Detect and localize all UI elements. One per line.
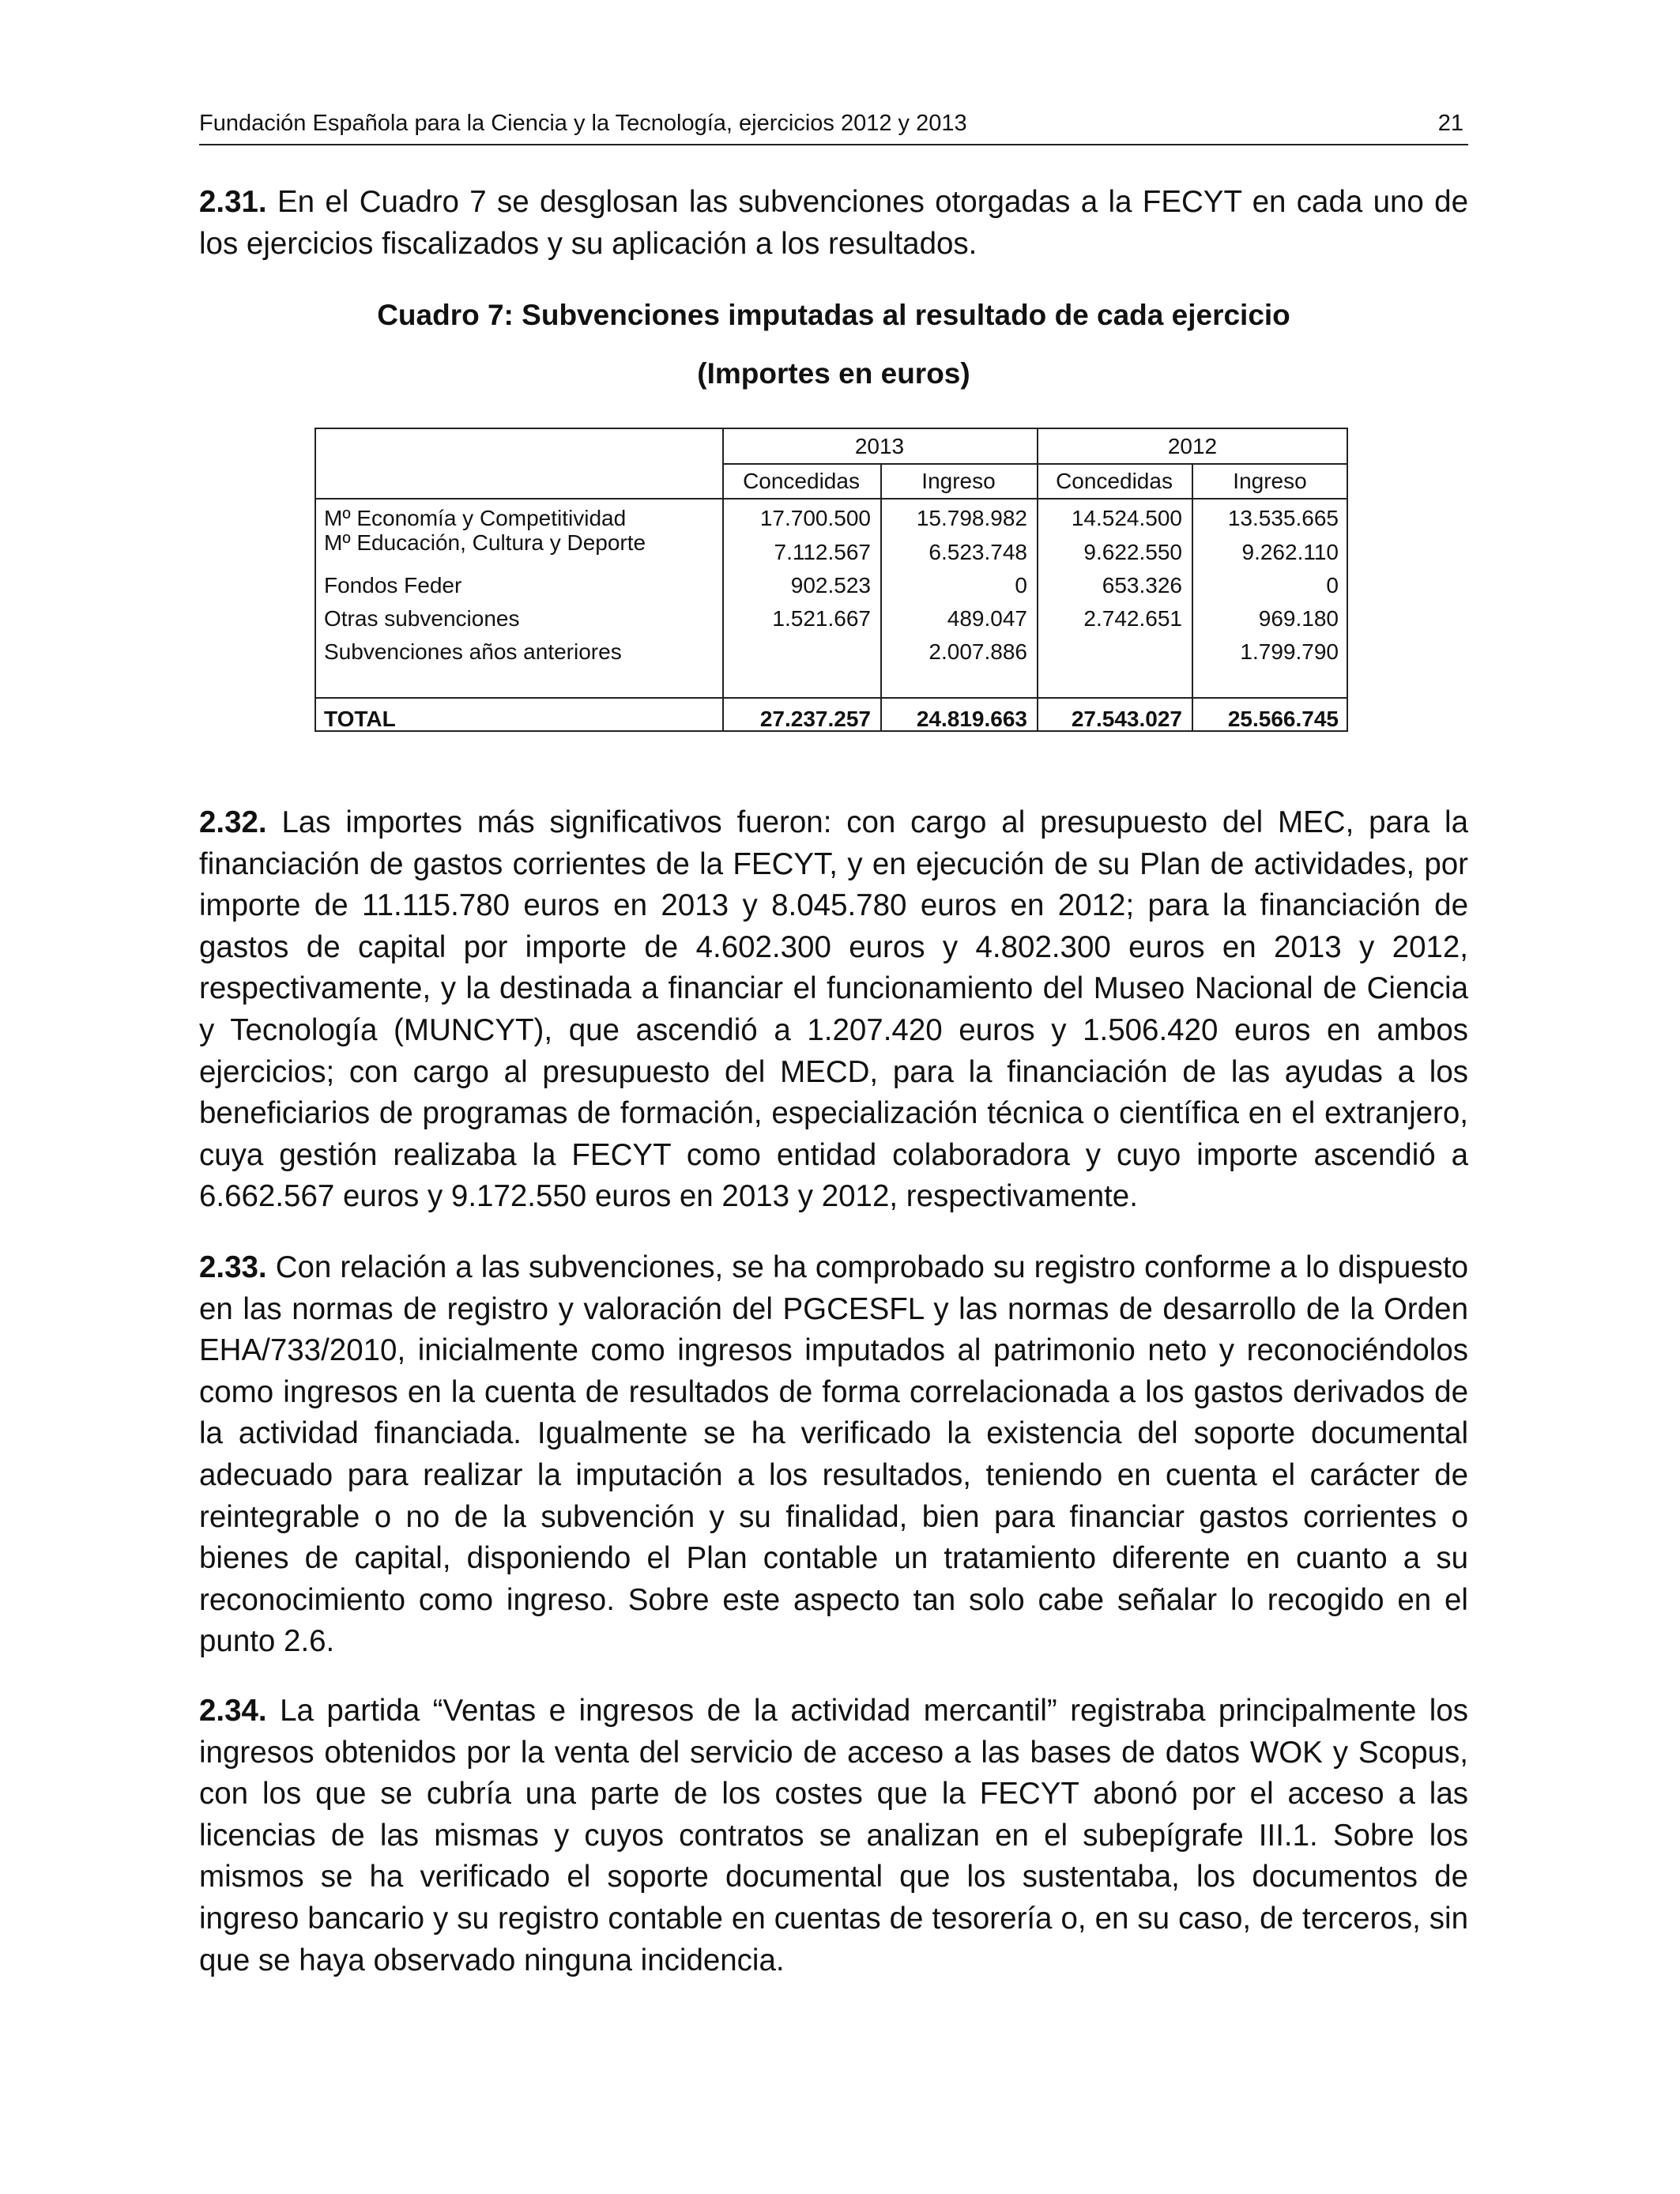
table-cell: 17.700.500: [759, 506, 871, 530]
paragraph-number: 2.33.: [199, 1250, 267, 1284]
table-cell: 13.535.665: [1227, 506, 1339, 530]
row-label: Otras subvenciones: [324, 606, 520, 631]
table-cell: 0: [1015, 573, 1027, 598]
table-cell: 0: [1326, 573, 1339, 598]
page-header: [199, 107, 1468, 145]
row-label: Fondos Feder: [324, 573, 462, 598]
paragraph-2-33: [199, 1247, 1468, 1663]
paragraph-number: 2.32.: [199, 805, 267, 839]
table-cell: 14.524.500: [1071, 506, 1182, 530]
column-header: Ingreso: [921, 469, 996, 493]
table-cell: 653.326: [1102, 573, 1182, 598]
table-cell: 1.521.667: [772, 606, 871, 631]
paragraph-2-34: [199, 1691, 1468, 1981]
paragraph-number: 2.34.: [199, 1694, 267, 1728]
row-divider: [722, 463, 1348, 465]
row-label: Mº Educación, Cultura y Deporte: [324, 530, 646, 555]
table-cell: 2.007.886: [929, 639, 1027, 664]
column-header: Ingreso: [1233, 469, 1307, 493]
table-cell: 9.622.550: [1083, 540, 1182, 564]
table-title: Cuadro 7: Subvenciones imputadas al resultado de cada ejercicio: [377, 299, 1290, 331]
table-cell: 969.180: [1258, 606, 1339, 631]
header-title: Fundación Española para la Ciencia y la Tecnología, ejercicios 2012 y 2013: [199, 111, 967, 136]
row-divider: [316, 498, 1348, 499]
row-label: Mº Economía y Competitividad: [324, 506, 627, 530]
column-header: Concedidas: [743, 469, 860, 493]
paragraph-text: La partida “Ventas e ingresos de la actividad mercantil” registraba principalmente los ingresos obtenidos por la venta del servicio de acceso a las bases de datos WOK y Scopus, con los que se cubría una parte de los costes que la FECYT abonó por el acceso a las licencias de las mismas y cuyos contratos se analizan en el subepígrafe III.1. Sobre los mismos se ha verificado el soporte documental que los sustentaba, los documentos de ingreso bancario y su registro contable en cuentas de tesorería o, en su caso, de terceros, sin que se haya observado ninguna incidencia.: [199, 1694, 1468, 1977]
total-cell: 24.819.663: [916, 707, 1027, 731]
table-cell: 9.262.110: [1241, 540, 1339, 564]
paragraph-number: 2.31.: [199, 185, 267, 219]
page-number: 21: [1437, 111, 1463, 136]
table-cell: 6.523.748: [929, 540, 1027, 564]
total-cell: 27.543.027: [1071, 707, 1182, 731]
table-cell: 15.798.982: [916, 506, 1027, 530]
table-cell: 1.799.790: [1240, 639, 1339, 664]
year-header-2012: 2012: [1167, 434, 1218, 458]
table-cell: 7.112.567: [774, 540, 871, 564]
table-cell: 2.742.651: [1083, 606, 1182, 631]
paragraph-text: En el Cuadro 7 se desglosan las subvenciones otorgadas a la FECYT en cada uno de los ejercicios fiscalizados y su aplicación a los resultados.: [199, 185, 1468, 261]
paragraph-2-32: [199, 802, 1468, 1218]
paragraph-text: Con relación a las subvenciones, se ha comprobado su registro conforme a lo dispuesto en las normas de registro y valoración del PGCESFL y las normas de desarrollo de la Orden EHA/733/2010, inicialmente como ingresos imputados al patrimonio neto y reconociéndolos como ingresos en la cuenta de resultados de forma correlacionada a los gastos derivados de la actividad financiada. Igualmente se ha verificado la existencia del soporte documental adecuado para realizar la imputación a los resultados, teniendo en cuenta el carácter de reintegrable o no de la subvención y su finalidad, bien para financiar gastos corrientes o bienes de capital, disponiendo el Plan contable un tratamiento diferente en cuanto a su reconocimiento como ingreso. Sobre este aspecto tan solo cabe señalar lo recogido en el punto 2.6.: [199, 1250, 1468, 1659]
total-label: TOTAL: [324, 707, 396, 731]
total-cell: 27.237.257: [759, 707, 871, 731]
row-label: Subvenciones años anteriores: [324, 639, 622, 664]
subvenciones-table: [315, 428, 1348, 732]
table-cell: 489.047: [947, 606, 1027, 631]
total-cell: 25.566.745: [1227, 707, 1339, 731]
table-subtitle: (Importes en euros): [697, 357, 970, 390]
paragraph-text: Las importes más significativos fueron: con cargo al presupuesto del MEC, para la financiación de gastos corrientes de la FECYT, y en ejecución de su Plan de actividades, por importe de 11.115.780 euros en 2013 y 8.045.780 euros en 2012; para la financiación de gastos de capital por importe de 4.602.300 euros y 4.802.300 euros en 2013 y 2012, respectivamente, y la destinada a financiar el funcionamiento del Museo Nacional de Ciencia y Tecnología (MUNCYT), que ascendió a 1.207.420 euros y 1.506.420 euros en ambos ejercicios; con cargo al presupuesto del MECD, para la financiación de las ayudas a los beneficiarios de programas de formación, especialización técnica o científica en el extranjero, cuya gestión realizaba la FECYT como entidad colaboradora y cuyo importe ascendió a 6.662.567 euros y 9.172.550 euros en 2013 y 2012, respectivamente.: [199, 805, 1468, 1214]
table-cell: 902.523: [790, 573, 871, 598]
paragraph-2-31: [199, 182, 1468, 265]
column-header: Concedidas: [1056, 469, 1173, 493]
year-header-2013: 2013: [854, 434, 905, 458]
row-divider: [316, 697, 1348, 699]
